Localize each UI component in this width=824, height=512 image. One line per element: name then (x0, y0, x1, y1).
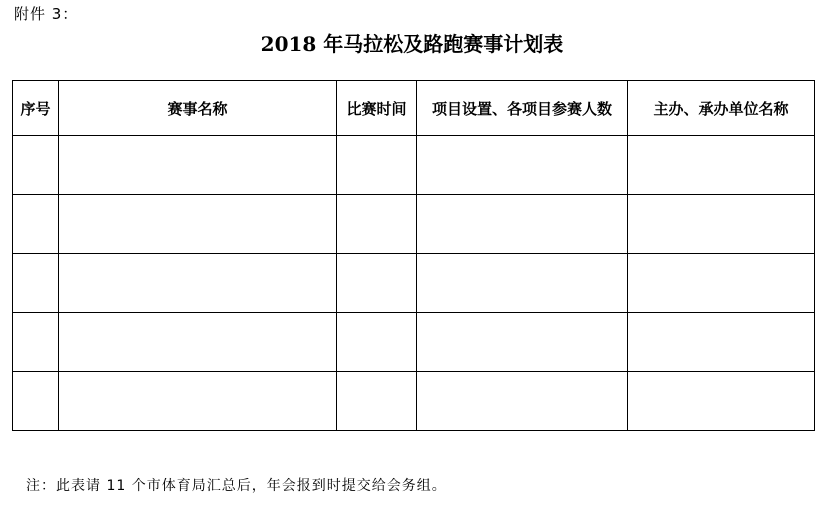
table-cell (628, 195, 815, 254)
table-cell (417, 195, 628, 254)
header-event-name: 赛事名称 (59, 81, 337, 136)
table-cell (59, 136, 337, 195)
table-cell (337, 372, 417, 431)
header-serial-number: 序号 (13, 81, 59, 136)
table-row (13, 136, 815, 195)
table-header-row (13, 81, 815, 136)
table-cell (417, 313, 628, 372)
header-event-time: 比赛时间 (337, 81, 417, 136)
table-cell (13, 313, 59, 372)
table-cell (13, 254, 59, 313)
table-cell (417, 254, 628, 313)
table-cell (628, 313, 815, 372)
table-cell (417, 136, 628, 195)
table-cell (337, 195, 417, 254)
table-cell (337, 254, 417, 313)
table-row (13, 372, 815, 431)
footnote: 注：此表请 11 个市体育局汇总后，年会报到时提交给会务组。 (26, 478, 447, 494)
table-cell (59, 372, 337, 431)
table-cell (337, 136, 417, 195)
table-cell (417, 372, 628, 431)
table-cell (628, 372, 815, 431)
attachment-label: 附件 3： (14, 5, 79, 23)
table-cell (59, 313, 337, 372)
table-cell (628, 254, 815, 313)
table-cell (13, 136, 59, 195)
table-row (13, 313, 815, 372)
header-organizer-name: 主办、承办单位名称 (628, 81, 815, 136)
table-cell (13, 195, 59, 254)
table-cell (59, 254, 337, 313)
header-event-items-participants: 项目设置、各项目参赛人数 (417, 81, 628, 136)
table-cell (628, 136, 815, 195)
plan-table (12, 80, 815, 431)
table-row (13, 195, 815, 254)
table-cell (13, 372, 59, 431)
table-cell (337, 313, 417, 372)
table-row (13, 254, 815, 313)
page-title: 2018 年马拉松及路跑赛事计划表 (260, 32, 564, 56)
table-cell (59, 195, 337, 254)
